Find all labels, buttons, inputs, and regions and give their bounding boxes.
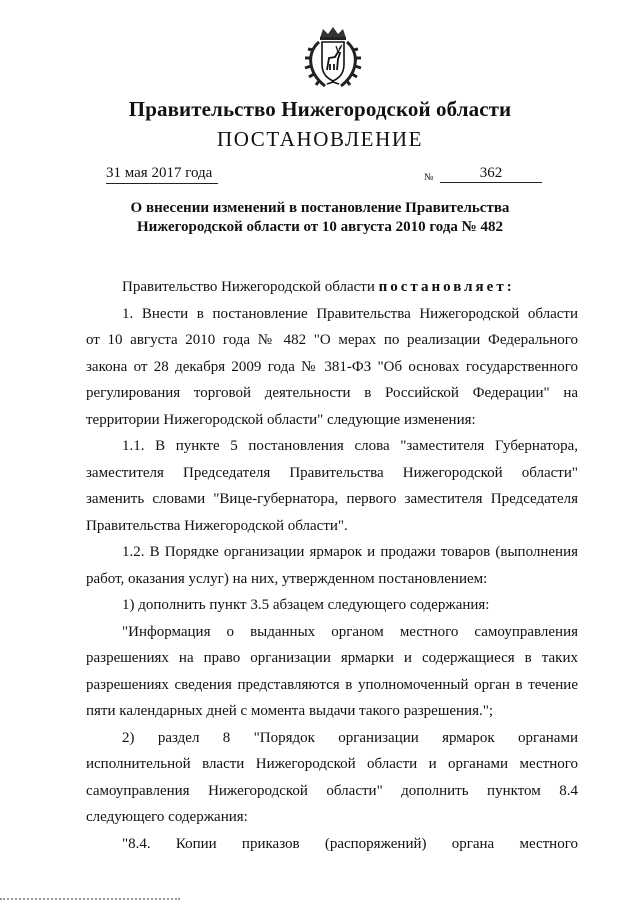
document-number: 362 [479,165,503,181]
quote-line: "8.4. Копии приказов (распоряжений) органа местного [122,835,578,852]
paragraph-line: исполнительной власти Нижегородской области и органами местного [86,756,578,772]
paragraph-line: территории Нижегородской области" следующие изменения: [86,411,476,428]
paragraph-line: закона от 28 декабря 2009 года № 381-ФЗ "Об основах государственного [86,358,578,375]
document-body [86,274,578,857]
scan-artifact-line [0,898,180,900]
paragraph-line: 1. Внести в постановление Правительства Нижегородской области [122,305,578,322]
document-type: ПОСТАНОВЛЕНИЕ [216,127,424,151]
paragraph-line: заместителя Председателя Правительства Нижегородской области" [86,464,578,481]
quote-line: "Информация о выданных органом местного самоуправления [122,623,578,640]
paragraph-line: работ, оказания услуг) на них, утвержденном постановлением: [86,570,488,587]
paragraph-line: 1.1. В пункте 5 постановления слова "заместителя Губернатора, [122,438,578,454]
paragraph-line: 1) дополнить пункт 3.5 абзацем следующего содержания: [122,597,490,613]
paragraph-line: следующего содержания: [86,809,248,825]
paragraph-line: 2) раздел 8 "Порядок организации ярмарок органами [122,729,578,746]
coat-of-arms-emblem [303,24,363,90]
paragraph-line: самоуправления Нижегородской области" дополнить пунктом 8.4 [86,782,578,799]
intro-line [86,274,578,301]
paragraph-line: регулирования торговой деятельности в Российской Федерации" на [86,385,578,401]
document-subject [0,199,640,237]
number-label: № [424,172,434,183]
subject-line: О внесении изменений в постановление Правительства [130,200,510,216]
quote-line: разрешениях на право организации ярмарки и содержащиеся в таких [86,650,578,666]
subject-line: Нижегородской области от 10 августа 2010 года № 482 [136,219,504,235]
number-underline [440,182,542,183]
document-date: 31 мая 2017 года [106,165,218,184]
paragraph-line: Правительства Нижегородской области". [86,517,348,534]
quote-line: разрешениях сведения представляются в уполномоченный орган в течение [86,676,578,693]
decree-keyword: постановляет: [378,279,515,295]
intro-text: Правительство Нижегородской области [122,279,375,295]
quote-line: пяти календарных дней с момента выдачи такого разрешения."; [86,703,494,719]
government-title: Правительство Нижегородской области [128,97,512,121]
paragraph-line: от 10 августа 2010 года № 482 "О мерах по реализации Федерального [86,332,578,348]
paragraph-line: 1.2. В Порядке организации ярмарок и продажи товаров (выполнения [122,544,578,560]
paragraph-line: заменить словами "Вице-губернатора, первого заместителя Председателя [86,491,578,507]
